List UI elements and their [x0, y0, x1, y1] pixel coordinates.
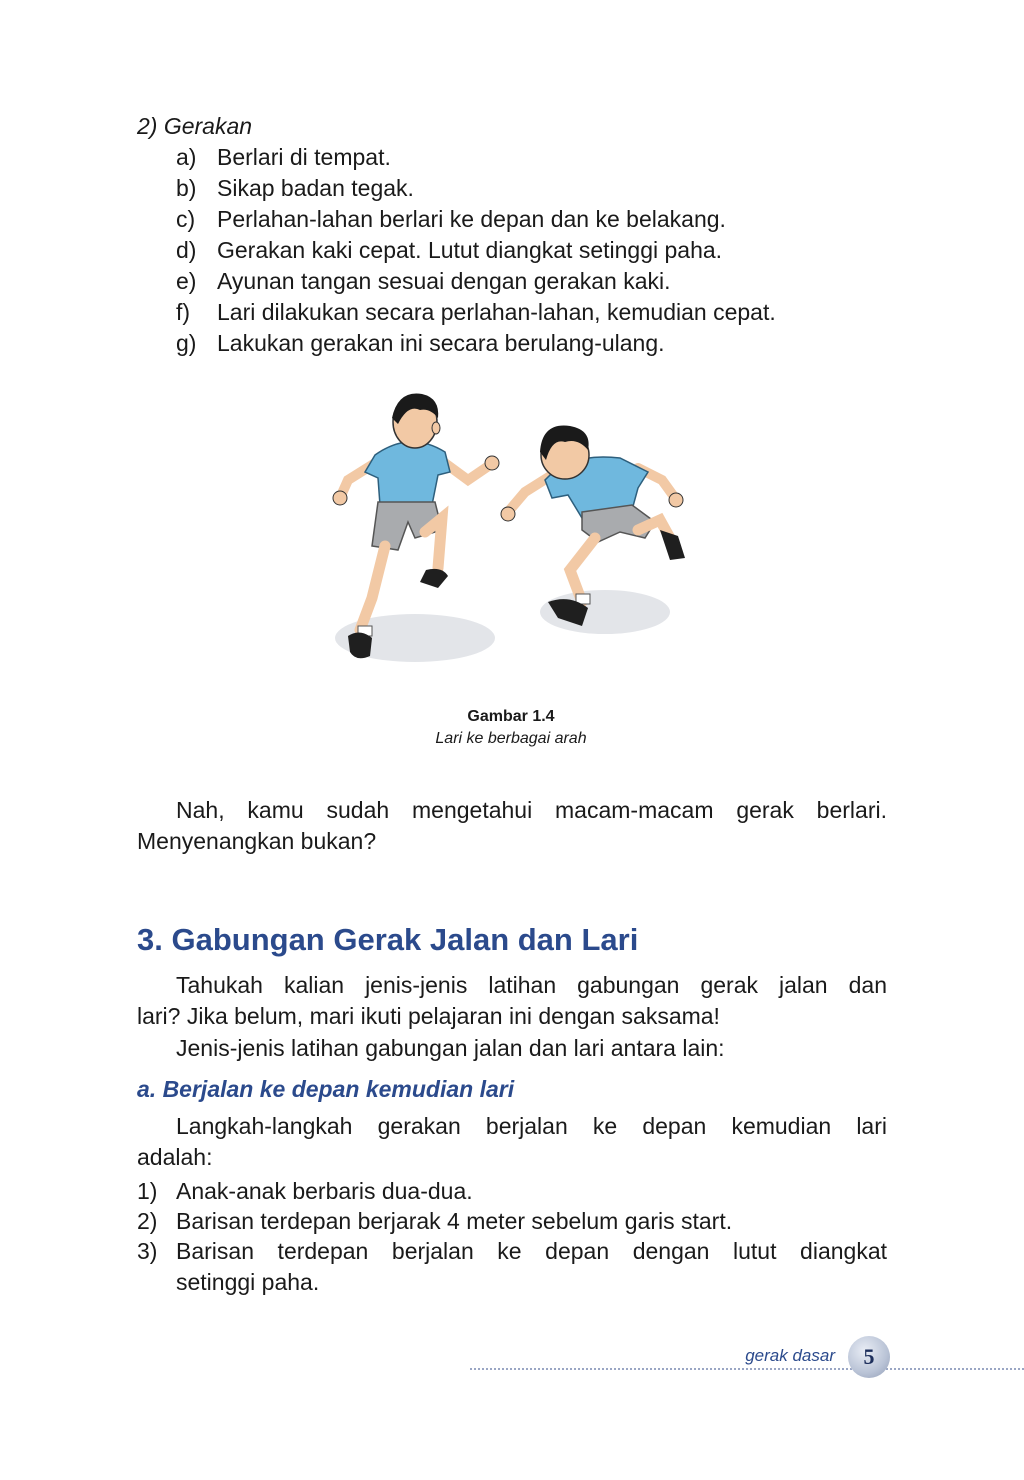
- list-item-text: Barisan terdepan berjalan ke depan dengan lutut diangkat: [176, 1238, 887, 1264]
- subsection-a-paragraph-line1: Langkah-langkah gerakan berjalan ke depan kemudian lari: [176, 1113, 887, 1139]
- page-number-badge: 5: [848, 1336, 890, 1378]
- list-item: [137, 1206, 887, 1237]
- list-item-number: 2): [137, 1208, 158, 1234]
- list-item-letter: g): [176, 330, 197, 356]
- list-item-text: Berlari di tempat.: [217, 144, 391, 170]
- list-item-text: Gerakan kaki cepat. Lutut diangkat setinggi paha.: [217, 237, 723, 263]
- figure-caption: Lari ke berbagai arah: [435, 730, 587, 747]
- section3-paragraph2: Jenis-jenis latihan gabungan jalan dan lari antara lain:: [176, 1035, 725, 1061]
- subsection-heading-berjalan: a. Berjalan ke depan kemudian lari: [137, 1076, 515, 1102]
- list-item: [176, 297, 876, 328]
- list-item: [176, 204, 876, 235]
- section3-paragraph-line2: lari? Jika belum, mari ikuti pelajaran ini dengan saksama!: [137, 1003, 720, 1029]
- movement-step-list: [176, 142, 876, 359]
- list-item-letter: b): [176, 175, 197, 201]
- list-item: [137, 1176, 887, 1207]
- list-item-letter: f): [176, 299, 191, 325]
- list-item-text: Barisan terdepan berjarak 4 meter sebelum garis start.: [176, 1208, 733, 1234]
- list-item-letter: c): [176, 206, 196, 232]
- list-item: [176, 173, 876, 204]
- list-item-letter: e): [176, 268, 197, 294]
- list-item: [176, 142, 876, 173]
- list-item-number: 3): [137, 1238, 158, 1264]
- list-item-text: Lakukan gerakan ini secara berulang-ulang.: [217, 330, 665, 356]
- list-item-letter: d): [176, 237, 197, 263]
- subsection-heading-gerakan: 2) Gerakan: [137, 113, 253, 139]
- list-item-letter: a): [176, 144, 197, 170]
- footer-chapter-label: gerak dasar: [745, 1346, 835, 1365]
- section-heading-gabungan: 3. Gabungan Gerak Jalan dan Lari: [137, 922, 639, 957]
- section3-paragraph-line1: Tahukah kalian jenis-jenis latihan gabungan gerak jalan dan: [176, 972, 887, 998]
- list-item-continuation: setinggi paha.: [176, 1269, 320, 1295]
- list-item: [176, 235, 876, 266]
- list-item: [176, 266, 876, 297]
- list-item-number: 1): [137, 1178, 158, 1204]
- paragraph-intro-line2: Menyenangkan bukan?: [137, 828, 377, 854]
- paragraph-intro-line1: Nah, kamu sudah mengetahui macam-macam gerak berlari.: [176, 797, 887, 823]
- list-item: [137, 1236, 887, 1267]
- figure-title: Gambar 1.4: [467, 708, 555, 725]
- list-item-text: Ayunan tangan sesuai dengan gerakan kaki.: [217, 268, 671, 294]
- subsection-a-paragraph-line2: adalah:: [137, 1144, 213, 1170]
- list-item-text: Lari dilakukan secara perlahan-lahan, kemudian cepat.: [217, 299, 776, 325]
- running-kids-illustration: [320, 380, 700, 680]
- list-item-text: Anak-anak berbaris dua-dua.: [176, 1178, 473, 1204]
- footer-dotted-rule: [470, 1368, 1024, 1370]
- list-item-text: Sikap badan tegak.: [217, 175, 414, 201]
- list-item: [176, 328, 876, 359]
- list-item-text: Perlahan-lahan berlari ke depan dan ke belakang.: [217, 206, 726, 232]
